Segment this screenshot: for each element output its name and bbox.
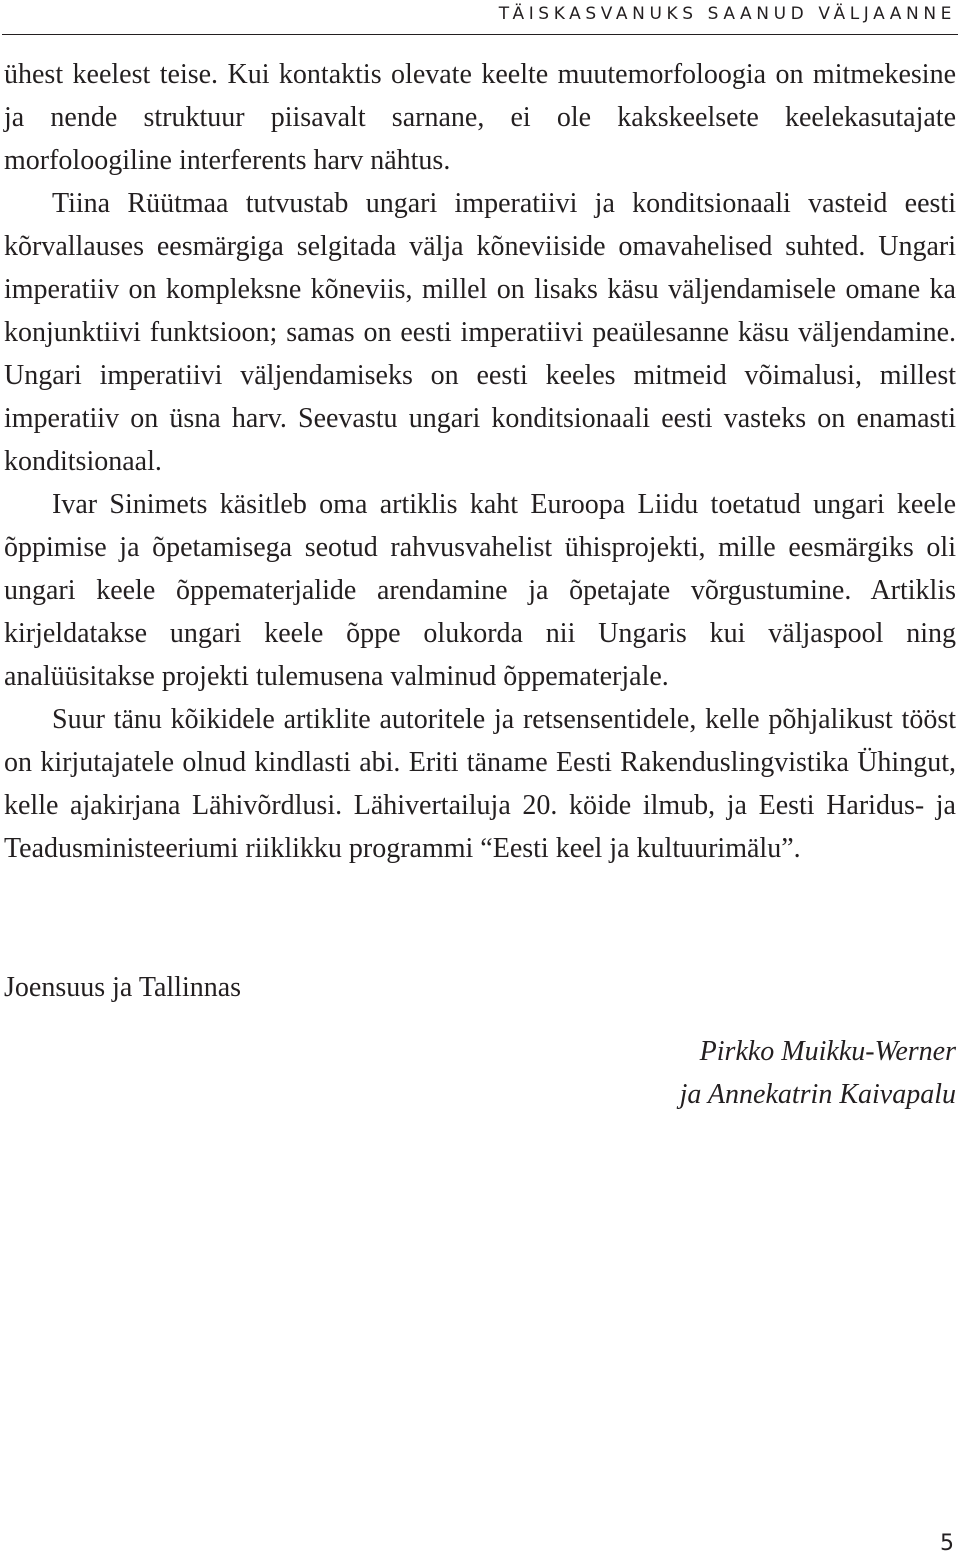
signature-line-1: Pirkko Muikku-Werner [699, 1036, 956, 1067]
paragraph-sinimets: Ivar Sinimets käsitleb oma artiklis kaht Euroopa Liidu toetatud ungari keele õppimise ja õpetamisega seotud rahvusvahelist ühisprojekti, mille eesmärgiks oli ungari keele õppematerjalide arendamine ja õpetajate võrgustumine. Artiklis kirjeldatakse ungari keele õppe olukorda nii Ungaris kui väljaspool ning analüüsitakse projekti tulemusena valminud õppematerjale. [4, 489, 956, 692]
paragraph-acknowledgements: Suur tänu kõikidele artiklite autoritele ja retsensentidele, kelle põhjalikust tööst on kirjutajatele olnud kindlasti abi. Eriti täname Eesti Rakenduslingvistika Ühingut, kelle ajakirjana Lähivõrdlusi. Lähivertailuja 20. köide ilmub, ja Eesti Haridus- ja Teadusministeeriumi riiklikku programmi “Eesti keel ja kultuurimälu”. [4, 704, 956, 864]
page-number: 5 [940, 1531, 954, 1556]
running-header: TÄISKASVANUKS SAANUD VÄLJAANNE [498, 4, 956, 24]
signature-line-2: ja Annekatrin Kaivapalu [679, 1079, 956, 1110]
paragraph-ruutmaa: Tiina Rüütmaa tutvustab ungari imperatiivi ja konditsionaali vasteid eesti kõrvallauses eesmärgiga selgitada välja kõneviiside omavahelised suhted. Ungari imperatiiv on kompleksne kõneviis, millel on lisaks käsu väljendamisele omane ka konjunktiivi funktsioon; samas on eesti imperatiivi peaülesanne käsu väljendamine. Ungari imperatiivi väljendamiseks on eesti keeles mitmeid võimalusi, millest imperatiiv on üsna harv. Seevastu ungari konditsionaali eesti vasteks on enamasti konditsionaal. [4, 188, 956, 477]
header-rule [2, 34, 958, 35]
body-text [4, 53, 956, 870]
paragraph-continuation: ühest keelest teise. Kui kontaktis olevate keelte muutemorfoloogia on mitmekesine ja nende struktuur piisavalt sarnane, ei ole kakskeelsete keelekasutajate morfoloogiline interferents harv nähtus. [4, 59, 956, 176]
signature-block [680, 1030, 956, 1116]
place-line: Joensuus ja Tallinnas [4, 972, 242, 1003]
